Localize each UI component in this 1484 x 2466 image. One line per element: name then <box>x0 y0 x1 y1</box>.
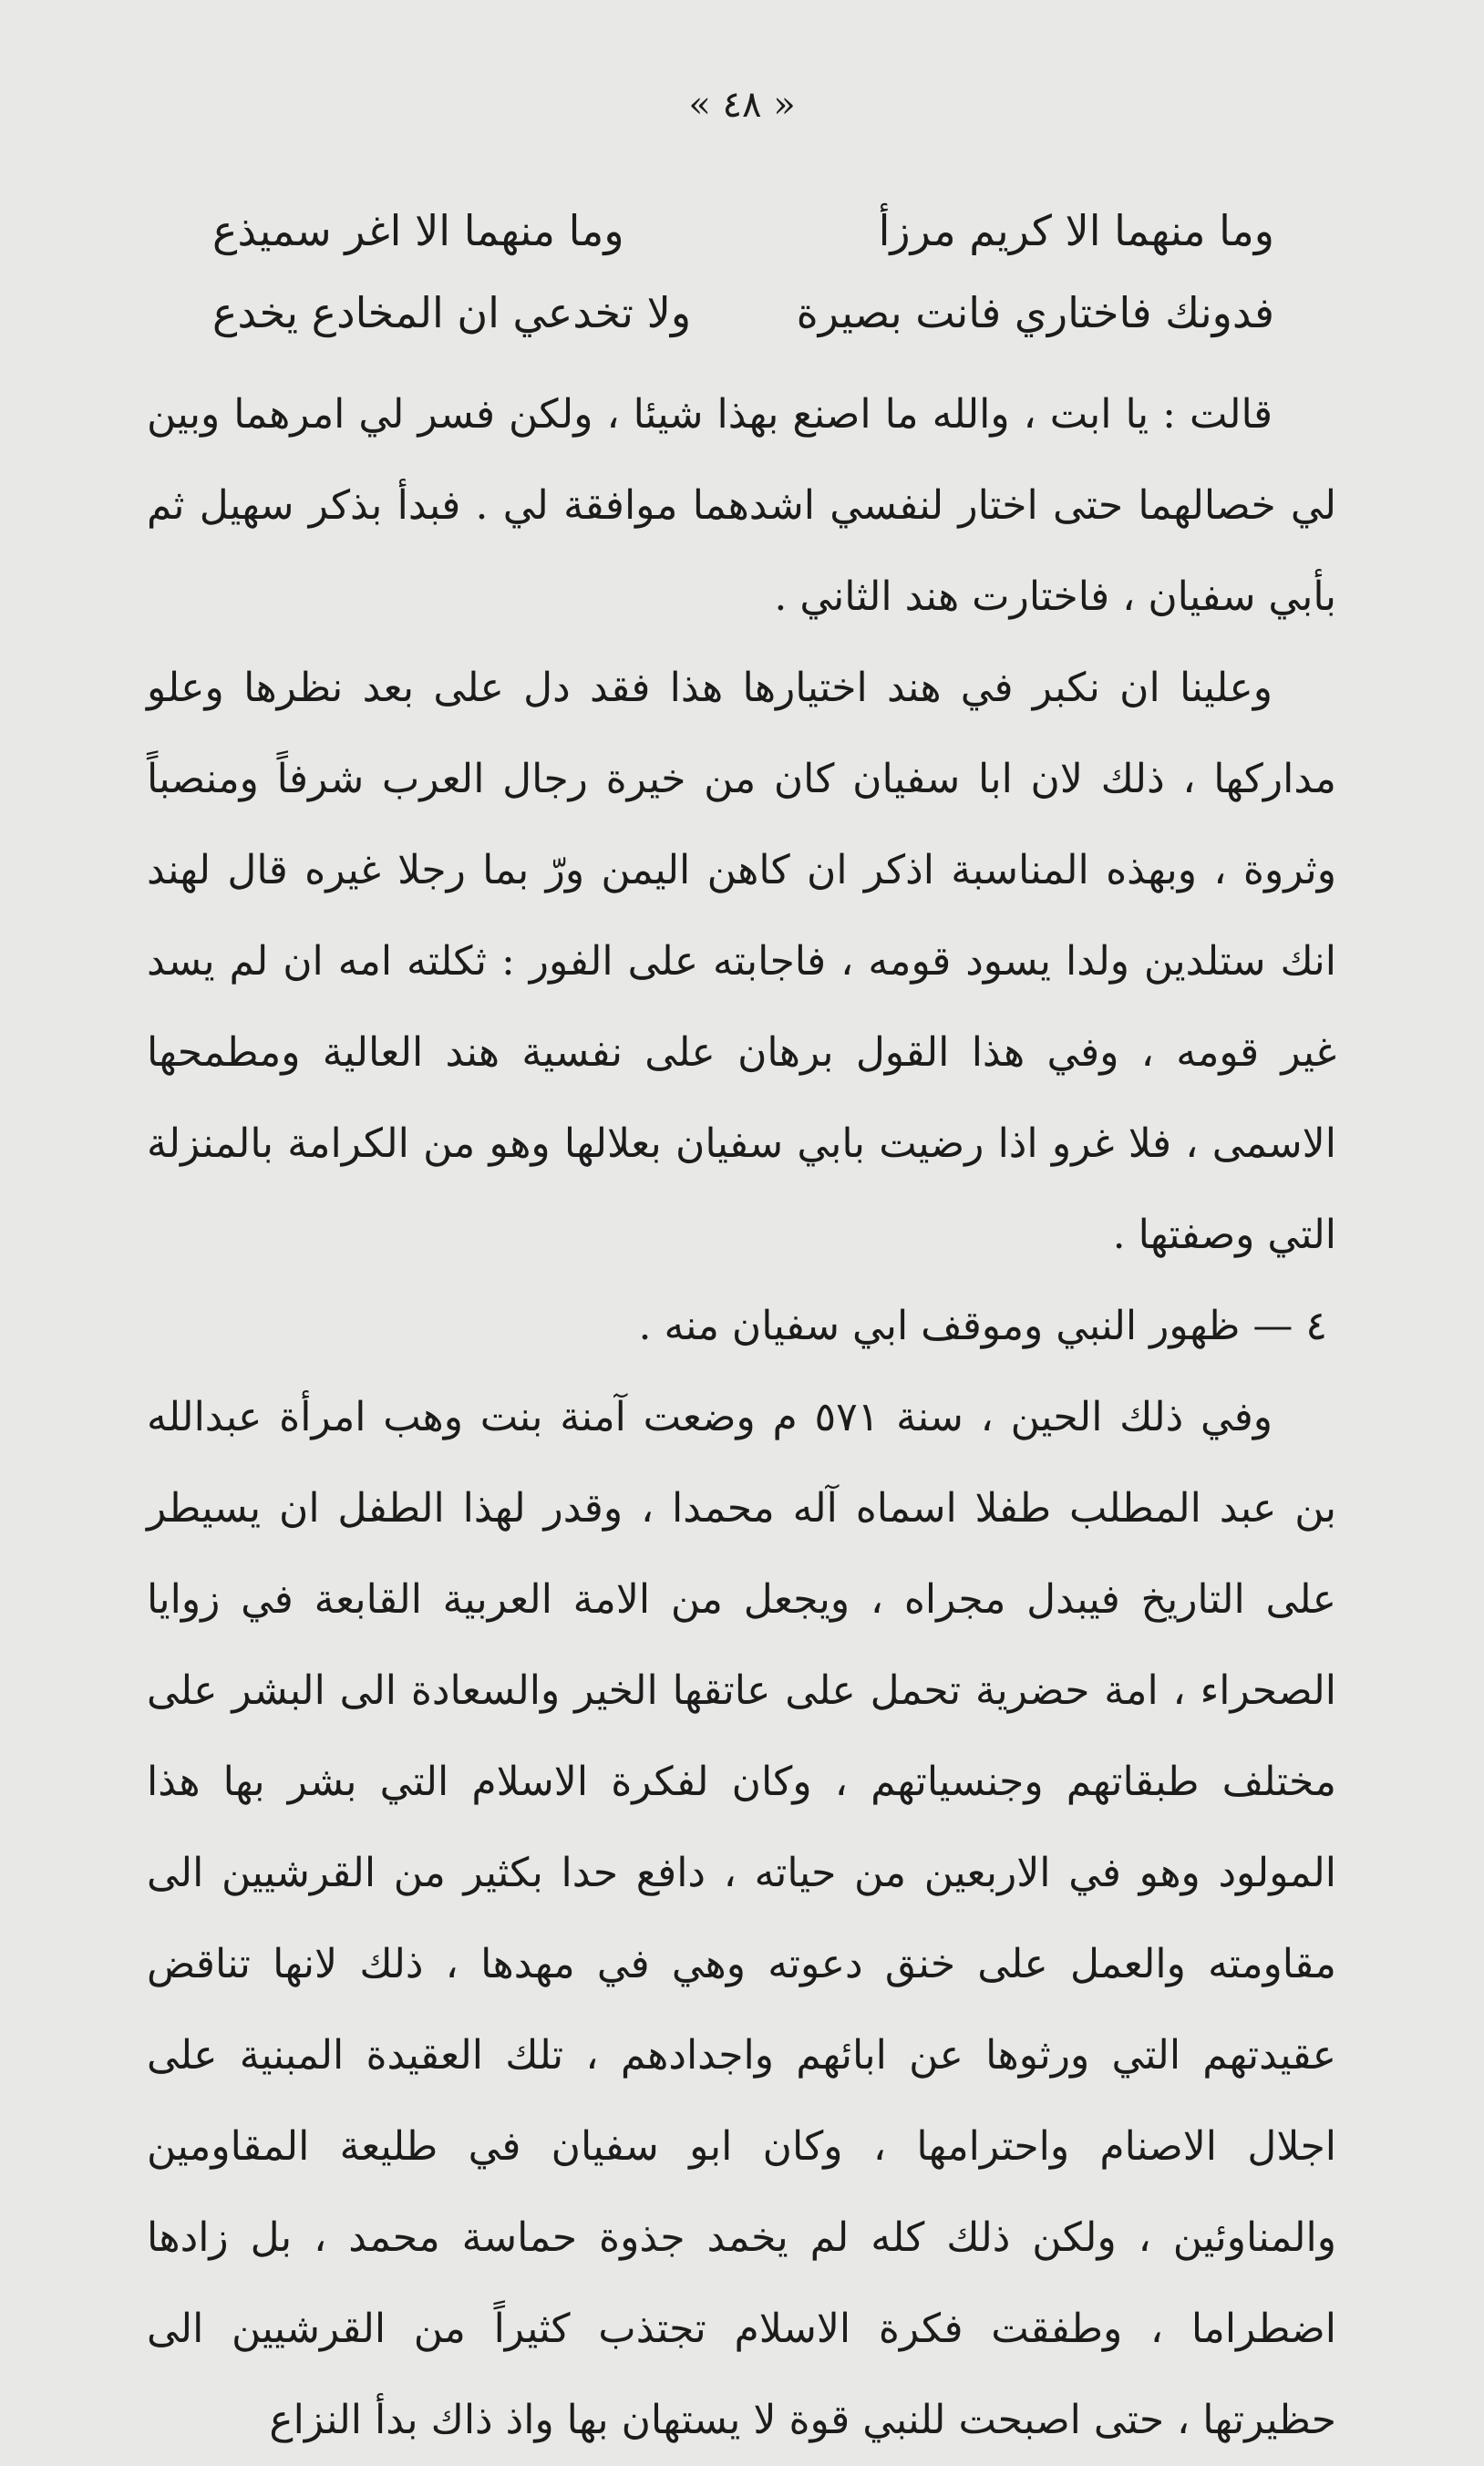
paragraph: وفي ذلك الحين ، سنة ٥٧١ م وضعت آمنة بنت وهب امرأة عبدالله بن عبد المطلب طفلا اسماه آله محمدا ، وقدر لهذا الطفل ان يسيطر على التاريخ فيبدل مجراه ، ويجعل من الامة العربية القابعة في زوايا الصحراء ، امة حضرية تحمل على عاتقها الخير والسعادة الى البشر على مختلف طبقاتهم وجنسياتهم ، وكان لفكرة الاسلام التي بشر بها هذا المولود وهو في الاربعين من حياته ، دافع حدا بكثير من القرشيين الى مقاومته والعمل على خنق دعوته وهي في مهدها ، ذلك لانها تناقض عقيدتهم التي ورثوها عن ابائهم واجدادهم ، تلك العقيدة المبنية على اجلال الاصنام واحترامها ، وكان ابو سفيان في طليعة المقاومين والمناوئين ، ولكن ذلك كله لم يخمد جذوة حماسة محمد ، بل زادها اضطراما ، وطفقت فكرة الاسلام تجتذب كثيراً من القرشيين الى حظيرتها ، حتى اصبحت للنبي قوة لا يستهان بها واذ ذاك بدأ النزاع <box>147 1394 1336 2443</box>
poem-verse <box>212 190 1274 272</box>
verse-first-hemistich: فدونك فاختاري فانت بصيرة <box>796 288 1274 337</box>
verse-second-hemistich: ولا تخدعي ان المخادع يخدع <box>212 288 692 337</box>
paragraph: قالت : يا ابت ، والله ما اصنع بهذا شيئا ، ولكن فسر لي امرهما وبين لي خصالهما حتى اختار لنفسي اشدهما موافقة لي . فبدأ بذكر سهيل ثم بأبي سفيان ، فاختارت هند الثاني . <box>147 391 1336 620</box>
section-heading: ٤ — ظهور النبي وموقف ابي سفيان منه . <box>638 1303 1327 1349</box>
page-number: « ٤٨ » <box>688 84 796 126</box>
verse-first-hemistich: وما منهما الا كريم مرزأ <box>878 206 1274 255</box>
poem-verse <box>212 272 1274 354</box>
body-text <box>147 369 1336 2466</box>
paragraph: وعلينا ان نكبر في هند اختيارها هذا فقد دل على بعد نظرها وعلو مداركها ، ذلك لان ابا سفيان كان من خيرة رجال العرب شرفاً ومنصباً وثروة ، وبهذه المناسبة اذكر ان كاهن اليمن ورّ بما رجلا غيره قال لهند انك ستلدين ولدا يسود قومه ، فاجابته على الفور : ثكلته امه ان لم يسد غير قومه ، وفي هذا القول برهان على نفسية هند العالية ومطمحها الاسمى ، فلا غرو اذا رضيت بابي سفيان بعلالها وهو من الكرامة بالمنزلة التي وصفتها . <box>147 665 1336 1258</box>
poem-block <box>212 190 1274 354</box>
verse-second-hemistich: وما منهما الا اغر سميذع <box>212 206 624 255</box>
